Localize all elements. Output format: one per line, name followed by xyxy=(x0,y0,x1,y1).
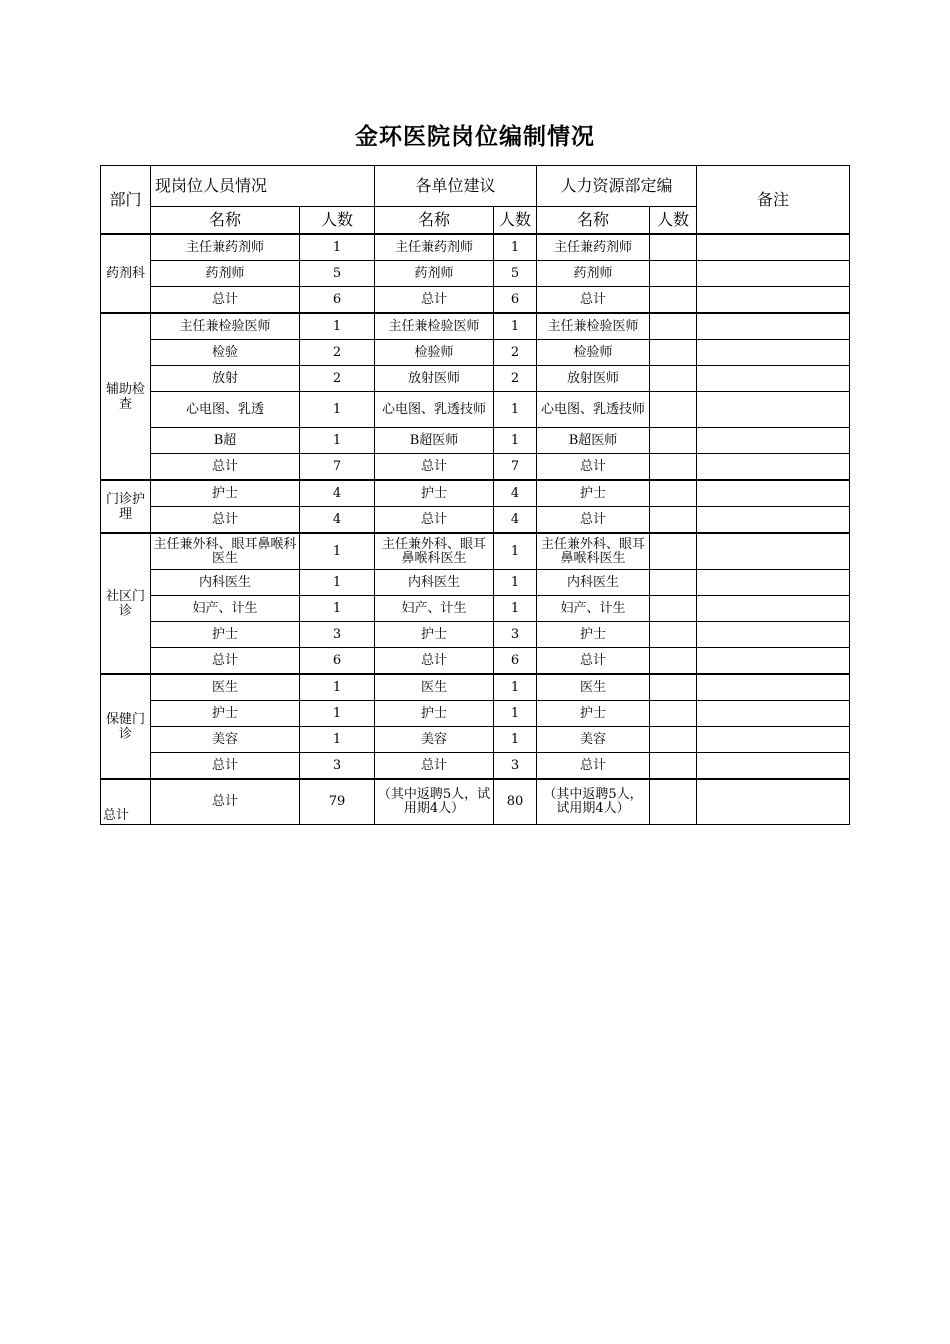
suggest-count-cell: 4 xyxy=(494,480,537,507)
current-count-cell: 5 xyxy=(300,261,375,287)
current-count-cell: 1 xyxy=(300,428,375,454)
suggest-count-cell: 1 xyxy=(494,533,537,570)
table-row xyxy=(101,313,850,340)
header-suggest-count: 人数 xyxy=(494,207,537,235)
header-hr: 人力资源部定编 xyxy=(537,166,697,207)
remark-cell xyxy=(697,392,850,428)
remark-cell xyxy=(697,428,850,454)
current-name-cell: 主任兼外科、眼耳鼻喉科医生 xyxy=(151,533,300,570)
hr-name-cell: 总计 xyxy=(537,753,650,780)
header-current: 现岗位人员情况 xyxy=(151,166,375,207)
current-count-cell: 7 xyxy=(300,454,375,481)
hr-count-cell xyxy=(650,480,697,507)
current-count-cell: 1 xyxy=(300,234,375,261)
hr-name-cell: 美容 xyxy=(537,727,650,753)
suggest-name-cell: 心电图、乳透技师 xyxy=(375,392,494,428)
hr-name-cell: 检验师 xyxy=(537,340,650,366)
suggest-count-cell: 6 xyxy=(494,287,537,314)
table-row xyxy=(101,622,850,648)
remark-cell xyxy=(697,533,850,570)
suggest-count-cell: 5 xyxy=(494,261,537,287)
remark-cell xyxy=(697,507,850,534)
table-row xyxy=(101,648,850,675)
suggest-count-cell: 2 xyxy=(494,340,537,366)
current-name-cell: 总计 xyxy=(151,507,300,534)
current-count-cell: 2 xyxy=(300,340,375,366)
current-name-cell: 总计 xyxy=(151,648,300,675)
header-current-count: 人数 xyxy=(300,207,375,235)
suggest-name-cell: 总计 xyxy=(375,507,494,534)
hr-count-cell xyxy=(650,366,697,392)
remark-cell xyxy=(697,366,850,392)
dept-cell: 保健门诊 xyxy=(101,674,151,779)
table-row xyxy=(101,287,850,314)
remark-cell xyxy=(697,622,850,648)
current-name-cell: 妇产、计生 xyxy=(151,596,300,622)
suggest-name-cell: 总计 xyxy=(375,753,494,780)
dept-cell: 药剂科 xyxy=(101,234,151,313)
current-name-cell: 美容 xyxy=(151,727,300,753)
current-count-cell: 4 xyxy=(300,480,375,507)
suggest-name-cell: 护士 xyxy=(375,701,494,727)
table-row xyxy=(101,392,850,428)
current-name-cell: 总计 xyxy=(151,753,300,780)
table-row xyxy=(101,674,850,701)
grand-total-hr-name: （其中返聘5人，试用期4人） xyxy=(537,779,650,825)
hr-name-cell: 护士 xyxy=(537,701,650,727)
remark-cell xyxy=(697,570,850,596)
hr-name-cell: 主任兼检验医师 xyxy=(537,313,650,340)
table-row xyxy=(101,340,850,366)
current-name-cell: 总计 xyxy=(151,287,300,314)
suggest-name-cell: 主任兼检验医师 xyxy=(375,313,494,340)
table-row xyxy=(101,570,850,596)
hr-count-cell xyxy=(650,570,697,596)
table-row xyxy=(101,727,850,753)
header-suggest-name: 名称 xyxy=(375,207,494,235)
hr-count-cell xyxy=(650,727,697,753)
suggest-name-cell: 护士 xyxy=(375,622,494,648)
hr-count-cell xyxy=(650,454,697,481)
suggest-count-cell: 1 xyxy=(494,701,537,727)
hr-count-cell xyxy=(650,596,697,622)
grand-total-current-count: 79 xyxy=(300,779,375,825)
current-count-cell: 1 xyxy=(300,701,375,727)
remark-cell xyxy=(697,313,850,340)
suggest-count-cell: 1 xyxy=(494,570,537,596)
dept-cell: 辅助检查 xyxy=(101,313,151,480)
table-row xyxy=(101,753,850,780)
header-row-1 xyxy=(101,166,850,207)
table-body xyxy=(101,166,850,825)
table-row xyxy=(101,533,850,570)
grand-total-suggest-count: 80 xyxy=(494,779,537,825)
remark-cell xyxy=(697,701,850,727)
remark-cell xyxy=(697,480,850,507)
suggest-count-cell: 2 xyxy=(494,366,537,392)
hr-name-cell: 药剂师 xyxy=(537,261,650,287)
hr-name-cell: 心电图、乳透技师 xyxy=(537,392,650,428)
header-hr-name: 名称 xyxy=(537,207,650,235)
remark-cell xyxy=(697,287,850,314)
current-count-cell: 1 xyxy=(300,596,375,622)
hr-name-cell: 医生 xyxy=(537,674,650,701)
hr-count-cell xyxy=(650,234,697,261)
table-row xyxy=(101,261,850,287)
staffing-table xyxy=(100,165,850,825)
table-row xyxy=(101,701,850,727)
grand-total-suggest-name: （其中返聘5人，试用期4人） xyxy=(375,779,494,825)
current-name-cell: 心电图、乳透 xyxy=(151,392,300,428)
hr-name-cell: 总计 xyxy=(537,454,650,481)
suggest-count-cell: 3 xyxy=(494,753,537,780)
hr-name-cell: 妇产、计生 xyxy=(537,596,650,622)
dept-cell: 门诊护理 xyxy=(101,480,151,533)
current-name-cell: 药剂师 xyxy=(151,261,300,287)
current-name-cell: 总计 xyxy=(151,454,300,481)
hr-name-cell: 主任兼外科、眼耳鼻喉科医生 xyxy=(537,533,650,570)
grand-total-hr-count xyxy=(650,779,697,825)
suggest-name-cell: 药剂师 xyxy=(375,261,494,287)
current-name-cell: 护士 xyxy=(151,622,300,648)
current-name-cell: 护士 xyxy=(151,480,300,507)
hr-count-cell xyxy=(650,701,697,727)
current-count-cell: 2 xyxy=(300,366,375,392)
grand-total-dept: 总计 xyxy=(101,779,151,825)
current-name-cell: B超 xyxy=(151,428,300,454)
suggest-name-cell: 医生 xyxy=(375,674,494,701)
current-name-cell: 检验 xyxy=(151,340,300,366)
hr-name-cell: 护士 xyxy=(537,480,650,507)
hr-count-cell xyxy=(650,261,697,287)
suggest-name-cell: 美容 xyxy=(375,727,494,753)
suggest-count-cell: 1 xyxy=(494,428,537,454)
hr-count-cell xyxy=(650,622,697,648)
hr-count-cell xyxy=(650,287,697,314)
hr-count-cell xyxy=(650,428,697,454)
current-name-cell: 放射 xyxy=(151,366,300,392)
suggest-count-cell: 1 xyxy=(494,313,537,340)
table-row xyxy=(101,480,850,507)
hr-name-cell: 护士 xyxy=(537,622,650,648)
suggest-count-cell: 4 xyxy=(494,507,537,534)
remark-cell xyxy=(697,596,850,622)
current-count-cell: 1 xyxy=(300,727,375,753)
suggest-name-cell: 检验师 xyxy=(375,340,494,366)
current-name-cell: 主任兼检验医师 xyxy=(151,313,300,340)
header-current-name: 名称 xyxy=(151,207,300,235)
hr-count-cell xyxy=(650,340,697,366)
current-count-cell: 3 xyxy=(300,622,375,648)
remark-cell xyxy=(697,234,850,261)
table-row xyxy=(101,366,850,392)
hr-count-cell xyxy=(650,533,697,570)
table-row xyxy=(101,454,850,481)
grand-total-row xyxy=(101,779,850,825)
hr-count-cell xyxy=(650,392,697,428)
grand-total-current-name: 总计 xyxy=(151,779,300,825)
remark-cell xyxy=(697,454,850,481)
suggest-name-cell: 内科医生 xyxy=(375,570,494,596)
current-name-cell: 主任兼药剂师 xyxy=(151,234,300,261)
hr-name-cell: 总计 xyxy=(537,648,650,675)
current-count-cell: 1 xyxy=(300,392,375,428)
suggest-name-cell: 总计 xyxy=(375,648,494,675)
suggest-count-cell: 6 xyxy=(494,648,537,675)
current-count-cell: 1 xyxy=(300,313,375,340)
current-count-cell: 4 xyxy=(300,507,375,534)
header-remark: 备注 xyxy=(697,166,850,235)
hr-name-cell: 放射医师 xyxy=(537,366,650,392)
remark-cell xyxy=(697,727,850,753)
dept-cell: 社区门诊 xyxy=(101,533,151,674)
suggest-count-cell: 1 xyxy=(494,234,537,261)
suggest-name-cell: B超医师 xyxy=(375,428,494,454)
hr-name-cell: 内科医生 xyxy=(537,570,650,596)
hr-name-cell: 总计 xyxy=(537,507,650,534)
suggest-name-cell: 总计 xyxy=(375,287,494,314)
suggest-name-cell: 护士 xyxy=(375,480,494,507)
remark-cell xyxy=(697,261,850,287)
suggest-name-cell: 总计 xyxy=(375,454,494,481)
suggest-count-cell: 1 xyxy=(494,674,537,701)
hr-name-cell: 主任兼药剂师 xyxy=(537,234,650,261)
hr-count-cell xyxy=(650,507,697,534)
suggest-count-cell: 7 xyxy=(494,454,537,481)
suggest-count-cell: 3 xyxy=(494,622,537,648)
suggest-name-cell: 放射医师 xyxy=(375,366,494,392)
hr-count-cell xyxy=(650,313,697,340)
current-count-cell: 6 xyxy=(300,648,375,675)
grand-total-remark xyxy=(697,779,850,825)
hr-name-cell: B超医师 xyxy=(537,428,650,454)
header-dept: 部门 xyxy=(101,166,151,235)
hr-count-cell xyxy=(650,648,697,675)
current-name-cell: 护士 xyxy=(151,701,300,727)
remark-cell xyxy=(697,340,850,366)
header-hr-count: 人数 xyxy=(650,207,697,235)
table-row xyxy=(101,507,850,534)
hr-count-cell xyxy=(650,674,697,701)
current-name-cell: 医生 xyxy=(151,674,300,701)
suggest-count-cell: 1 xyxy=(494,392,537,428)
table-row xyxy=(101,596,850,622)
current-count-cell: 1 xyxy=(300,533,375,570)
page-title: 金环医院岗位编制情况 xyxy=(355,124,595,150)
remark-cell xyxy=(697,674,850,701)
header-suggest: 各单位建议 xyxy=(375,166,537,207)
suggest-count-cell: 1 xyxy=(494,727,537,753)
remark-cell xyxy=(697,648,850,675)
current-count-cell: 1 xyxy=(300,674,375,701)
current-count-cell: 6 xyxy=(300,287,375,314)
current-count-cell: 1 xyxy=(300,570,375,596)
remark-cell xyxy=(697,753,850,780)
current-name-cell: 内科医生 xyxy=(151,570,300,596)
suggest-name-cell: 妇产、计生 xyxy=(375,596,494,622)
table-row xyxy=(101,234,850,261)
table-row xyxy=(101,428,850,454)
suggest-name-cell: 主任兼外科、眼耳鼻喉科医生 xyxy=(375,533,494,570)
hr-count-cell xyxy=(650,753,697,780)
current-count-cell: 3 xyxy=(300,753,375,780)
hr-name-cell: 总计 xyxy=(537,287,650,314)
suggest-count-cell: 1 xyxy=(494,596,537,622)
suggest-name-cell: 主任兼药剂师 xyxy=(375,234,494,261)
